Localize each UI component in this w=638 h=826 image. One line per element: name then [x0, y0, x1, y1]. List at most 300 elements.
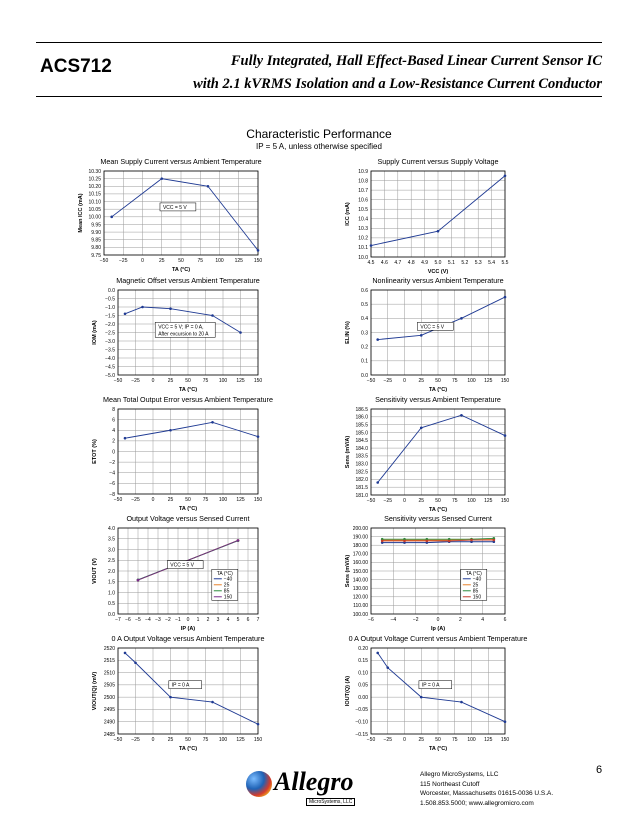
y-tick-label: 0.2 — [361, 344, 368, 351]
y-tick-label: 200.00 — [352, 525, 368, 532]
chart-title: Magnetic Offset versus Ambient Temperature — [116, 276, 260, 285]
legend-label: −40 — [472, 576, 482, 583]
x-tick-label: −7 — [115, 617, 121, 623]
y-tick-label: 0.5 — [108, 601, 115, 608]
x-tick-label: 100 — [218, 497, 228, 503]
allegro-logo — [238, 767, 378, 807]
chart-etot-vs-ta — [92, 395, 273, 512]
footer-address1: 115 Northeast Cutoff — [420, 780, 480, 788]
legend-label: 85 — [223, 588, 230, 595]
y-tick-label: 120.00 — [352, 594, 368, 601]
annotation-text: IP = 0 A — [421, 682, 440, 689]
chart-title: Mean Supply Current versus Ambient Temperature — [100, 157, 262, 166]
x-tick-label: 3 — [216, 617, 220, 623]
data-point — [211, 701, 214, 704]
x-tick-label: 50 — [185, 497, 191, 503]
y-tick-label: −5.0 — [105, 372, 115, 379]
y-tick-label: 140.00 — [352, 577, 368, 584]
legend-label: −40 — [223, 576, 233, 583]
x-tick-label: 150 — [500, 378, 510, 384]
chart-title: 0 A Output Voltage Current versus Ambient Temperature — [348, 634, 528, 643]
y-tick-label: 185.5 — [355, 422, 368, 429]
x-tick-label: 5.0 — [434, 260, 442, 266]
data-point — [110, 216, 113, 219]
x-tick-label: 100 — [467, 737, 476, 743]
x-tick-label: −6 — [368, 617, 374, 623]
y-tick-label: 0 — [112, 449, 115, 456]
legend-label: 150 — [223, 594, 233, 601]
x-tick-label: 50 — [435, 498, 441, 504]
x-tick-label: −50 — [99, 258, 109, 264]
y-tick-label: 4.0 — [108, 525, 115, 532]
y-axis-label: ETOT (%) — [92, 439, 98, 464]
chart-title: Output Voltage versus Sensed Current — [126, 514, 250, 523]
chart-offset-vs-ta — [92, 276, 262, 393]
x-tick-label: 4 — [481, 617, 485, 623]
data-point — [504, 296, 507, 299]
section-subtitle: IP = 5 A, unless otherwise specified — [256, 142, 382, 151]
x-tick-label: 50 — [435, 378, 441, 384]
data-point — [124, 652, 127, 655]
y-tick-label: 10.00 — [88, 214, 101, 221]
y-tick-label: 0.1 — [361, 358, 368, 365]
data-point — [134, 661, 137, 664]
annotation-text: VCC = 5 V — [162, 204, 187, 211]
y-tick-label: 9.80 — [91, 245, 101, 252]
legend-label: 25 — [472, 582, 479, 589]
x-tick-label: −25 — [131, 737, 140, 743]
y-tick-label: 10.0 — [358, 254, 368, 261]
y-tick-label: 2505 — [103, 682, 115, 689]
data-point — [257, 723, 260, 726]
x-tick-label: 125 — [234, 258, 243, 264]
y-tick-label: 0.5 — [361, 301, 368, 308]
x-tick-label: −50 — [366, 737, 376, 743]
x-tick-label: 125 — [236, 378, 245, 384]
document-title-line2: with 2.1 kVRMS Isolation and a Low-Resistance Current Conductor — [193, 76, 602, 92]
y-axis-label: Mean ICC (mA) — [78, 193, 84, 233]
y-tick-label: 182.5 — [355, 469, 368, 476]
y-tick-label: 3.0 — [108, 547, 115, 554]
y-axis-label: VIOUT (V) — [92, 558, 98, 584]
logo-wordmark: Allegro — [274, 767, 354, 796]
y-tick-label: 10.1 — [358, 245, 368, 252]
chart-title: Supply Current versus Supply Voltage — [377, 157, 499, 166]
y-tick-label: −4 — [109, 470, 115, 477]
x-tick-label: 150 — [500, 498, 510, 504]
chart-elin-vs-ta — [345, 276, 509, 393]
data-point — [207, 185, 210, 188]
y-axis-label: Sens (mV/A) — [345, 554, 351, 588]
series-line — [382, 542, 494, 543]
y-tick-label: 183.0 — [355, 461, 368, 468]
x-tick-label: 0 — [403, 498, 406, 504]
y-tick-label: 2520 — [103, 645, 115, 652]
x-tick-label: 25 — [167, 378, 174, 384]
y-axis-label: ELIN (%) — [345, 321, 351, 344]
x-tick-label: 0 — [403, 737, 406, 743]
x-axis-label: TA (°C) — [171, 267, 191, 273]
y-axis-label: IOUT(Q) (A) — [345, 675, 351, 707]
data-point — [504, 174, 507, 177]
chart-title: 0 A Output Voltage versus Ambient Temperature — [111, 634, 265, 643]
y-tick-label: 170.00 — [352, 551, 368, 558]
y-tick-label: 6 — [112, 417, 115, 424]
chart-icc-vs-ta — [78, 157, 262, 273]
y-tick-label: 181.0 — [355, 492, 368, 499]
legend-label: 85 — [472, 588, 479, 595]
document-title-line1: Fully Integrated, Hall Effect-Based Linear Current Sensor IC — [230, 53, 602, 69]
chart-title: Mean Total Output Error versus Ambient Temperature — [103, 395, 273, 404]
data-point — [437, 230, 440, 233]
data-point — [460, 317, 463, 320]
y-tick-label: 1.5 — [108, 579, 115, 586]
footer-company: Allegro MicroSystems, LLC — [420, 771, 499, 778]
data-point — [460, 701, 463, 704]
data-point — [460, 414, 463, 417]
y-tick-label: 2.5 — [108, 558, 115, 565]
x-tick-label: 1 — [196, 617, 200, 623]
y-tick-label: −4.5 — [105, 364, 115, 371]
y-tick-label: 10.20 — [88, 184, 101, 191]
x-tick-label: 0 — [436, 617, 440, 623]
x-tick-label: 125 — [236, 737, 245, 743]
x-tick-label: 75 — [202, 737, 209, 743]
data-point — [420, 696, 423, 699]
legend-title: TA (°C) — [465, 570, 482, 577]
y-tick-label: 110.00 — [353, 603, 368, 610]
x-axis-label: TA (°C) — [428, 507, 448, 513]
data-point — [257, 435, 260, 438]
y-tick-label: −4.0 — [105, 355, 115, 362]
y-tick-label: 0.0 — [108, 287, 115, 294]
x-tick-label: −4 — [145, 617, 151, 623]
y-tick-label: 0.0 — [108, 611, 115, 618]
y-axis-label: VIOUT(Q) (mV) — [92, 671, 98, 711]
y-tick-label: 190.00 — [352, 534, 368, 541]
x-tick-label: 100 — [218, 378, 228, 384]
x-tick-label: −6 — [125, 617, 131, 623]
x-tick-label: −25 — [383, 498, 392, 504]
x-tick-label: 0 — [151, 737, 155, 743]
y-tick-label: 0.4 — [361, 316, 368, 323]
x-tick-label: 100 — [467, 378, 476, 384]
x-tick-label: 125 — [236, 497, 245, 503]
chart-vout0-vs-ta — [92, 634, 264, 752]
y-axis-label: Sens (mV/A) — [345, 435, 351, 469]
y-tick-label: 0.6 — [361, 287, 368, 294]
x-tick-label: −3 — [155, 617, 161, 623]
series-line — [378, 415, 505, 482]
x-tick-label: 75 — [202, 378, 209, 384]
x-tick-label: 5.5 — [501, 260, 509, 266]
y-tick-label: 180.00 — [352, 543, 368, 549]
x-tick-label: 5.1 — [447, 260, 455, 266]
section-title: Characteristic Performance — [246, 127, 392, 141]
y-tick-label: −0.10 — [355, 719, 368, 726]
chart-title: Sensitivity versus Sensed Current — [384, 514, 492, 523]
y-tick-label: 10.3 — [358, 226, 368, 233]
x-axis-label: IP (A) — [180, 626, 196, 632]
y-tick-label: 182.0 — [355, 477, 368, 484]
x-tick-label: 6 — [246, 617, 250, 623]
y-tick-label: 9.75 — [91, 252, 101, 259]
x-tick-label: 150 — [500, 737, 510, 743]
x-axis-label: Ip (A) — [430, 626, 446, 632]
chart-sens-vs-ta — [345, 395, 509, 513]
data-point — [211, 421, 214, 424]
data-point — [370, 244, 373, 247]
x-tick-label: 25 — [418, 498, 425, 504]
x-tick-label: −25 — [119, 258, 128, 264]
y-tick-label: 2490 — [103, 719, 115, 726]
y-tick-label: −2 — [109, 459, 115, 466]
x-tick-label: 150 — [253, 497, 263, 503]
y-tick-label: −2.5 — [105, 330, 115, 337]
data-point — [403, 540, 406, 543]
footer-contact: 1.508.853.5000; www.allegromicro.com — [420, 799, 534, 807]
x-tick-label: −50 — [113, 378, 123, 384]
x-tick-label: 50 — [185, 737, 191, 743]
y-tick-label: 0.00 — [358, 694, 368, 701]
x-tick-label: 5 — [236, 617, 240, 623]
y-tick-label: 10.8 — [358, 178, 368, 185]
x-tick-label: 7 — [256, 617, 260, 623]
y-tick-label: 0.0 — [361, 372, 368, 379]
part-number: ACS712 — [40, 56, 112, 77]
y-tick-label: 10.05 — [88, 206, 101, 213]
data-point — [124, 313, 127, 316]
chart-sens-vs-ip — [345, 514, 507, 632]
x-axis-label: TA (°C) — [428, 387, 448, 393]
x-axis-label: TA (°C) — [178, 506, 198, 512]
chart-title: Sensitivity versus Ambient Temperature — [375, 395, 501, 404]
y-tick-label: 2510 — [103, 670, 115, 677]
annotation-text: After excursion to 20 A — [158, 331, 209, 338]
y-tick-label: 0.3 — [361, 330, 368, 337]
data-point — [493, 539, 496, 542]
chart-title: Nonlinearity versus Ambient Temperature — [372, 276, 504, 285]
data-point — [169, 696, 172, 699]
data-point — [470, 539, 473, 542]
x-tick-label: 150 — [253, 378, 263, 384]
x-axis-label: VCC (V) — [427, 269, 449, 275]
x-tick-label: 125 — [484, 378, 493, 384]
x-tick-label: −2 — [412, 617, 419, 623]
x-tick-label: 125 — [484, 737, 493, 743]
y-tick-label: 0.20 — [358, 645, 368, 652]
x-axis-label: TA (°C) — [428, 746, 448, 752]
annotation-text: IP = 0 A — [171, 682, 190, 689]
x-tick-label: 4.8 — [407, 260, 415, 266]
y-tick-label: −2.0 — [105, 321, 115, 328]
y-tick-label: 160.00 — [352, 560, 368, 567]
x-tick-label: 0 — [186, 617, 190, 623]
y-tick-label: 10.4 — [358, 216, 368, 223]
data-point — [376, 338, 379, 341]
data-point — [381, 540, 384, 543]
x-tick-label: 4.5 — [367, 260, 375, 266]
y-tick-label: 1.0 — [108, 590, 115, 597]
chart-iout0-vs-ta — [345, 634, 527, 752]
x-tick-label: 75 — [197, 258, 204, 264]
data-point — [504, 720, 507, 723]
x-axis-label: TA (°C) — [178, 387, 198, 393]
x-tick-label: −5 — [135, 617, 141, 623]
x-tick-label: −25 — [131, 378, 140, 384]
page-number: 6 — [596, 764, 603, 776]
data-point — [386, 666, 389, 669]
y-tick-label: −3.0 — [105, 338, 115, 345]
y-tick-label: −6 — [109, 481, 115, 488]
x-tick-label: 100 — [218, 737, 228, 743]
x-tick-label: 5.4 — [488, 260, 496, 266]
y-tick-label: 10.9 — [358, 168, 368, 175]
y-tick-label: 10.5 — [358, 207, 368, 214]
x-tick-label: 4.9 — [421, 260, 429, 266]
data-point — [160, 177, 163, 180]
y-tick-label: 2495 — [103, 707, 115, 714]
data-point — [169, 307, 172, 310]
y-tick-label: 10.15 — [88, 191, 101, 198]
data-point — [420, 334, 423, 337]
x-tick-label: 25 — [418, 737, 425, 743]
data-point — [376, 481, 379, 484]
x-tick-label: −50 — [113, 737, 123, 743]
annotation-text: VCC = 5 V — [170, 562, 195, 569]
x-tick-label: 50 — [435, 737, 441, 743]
data-point — [420, 426, 423, 429]
y-tick-label: −0.15 — [355, 731, 368, 738]
y-tick-label: 2 — [112, 438, 115, 445]
y-tick-label: 183.5 — [355, 453, 368, 460]
x-tick-label: 25 — [158, 258, 165, 264]
y-tick-label: 2.0 — [108, 568, 115, 575]
y-tick-label: 10.25 — [88, 176, 101, 183]
y-tick-label: 181.5 — [355, 484, 368, 491]
data-point — [239, 331, 242, 334]
y-tick-label: −1.0 — [105, 304, 115, 311]
x-tick-label: 75 — [451, 737, 458, 743]
y-tick-label: 2500 — [103, 694, 115, 701]
y-axis-label: ICC (mA) — [345, 202, 351, 226]
x-tick-label: 4 — [226, 617, 230, 623]
x-tick-label: −50 — [366, 498, 376, 504]
x-tick-label: −25 — [383, 378, 392, 384]
logo-mark-icon — [246, 771, 272, 797]
data-point — [237, 539, 240, 542]
x-tick-label: −50 — [366, 378, 376, 384]
x-tick-label: −4 — [390, 617, 397, 623]
x-tick-label: 2 — [206, 617, 210, 623]
y-tick-label: 3.5 — [108, 536, 115, 543]
y-tick-label: 4 — [112, 428, 115, 435]
legend-title: TA (°C) — [216, 570, 233, 577]
y-tick-label: 0.15 — [358, 658, 368, 665]
x-tick-label: −2 — [165, 617, 171, 623]
legend-label: 150 — [472, 594, 482, 601]
y-tick-label: 150.00 — [352, 568, 368, 575]
y-tick-label: 10.30 — [88, 168, 101, 175]
y-tick-label: 184.0 — [355, 445, 368, 452]
data-point — [169, 429, 172, 432]
x-tick-label: 0 — [141, 258, 144, 264]
x-tick-label: 0 — [151, 497, 155, 503]
annotation-text: VCC = 5 V; IP = 0 A, — [158, 324, 204, 331]
data-point — [137, 579, 140, 582]
x-tick-label: 6 — [503, 617, 507, 623]
x-tick-label: 75 — [451, 498, 458, 504]
y-tick-label: −0.05 — [355, 707, 368, 714]
x-tick-label: 25 — [167, 497, 174, 503]
data-point — [426, 540, 429, 543]
x-tick-label: −25 — [131, 497, 140, 503]
x-tick-label: 100 — [215, 258, 224, 264]
y-tick-label: 9.95 — [91, 222, 101, 229]
x-tick-label: 2 — [458, 617, 462, 623]
y-tick-label: 0.10 — [358, 670, 368, 677]
footer-address2: Worcester, Massachusetts 01615-0036 U.S.A. — [420, 790, 554, 797]
data-point — [257, 249, 260, 252]
y-tick-label: 185.0 — [355, 430, 368, 437]
y-tick-label: 10.6 — [358, 197, 368, 204]
y-tick-label: 100.00 — [352, 611, 368, 618]
y-tick-label: 10.10 — [88, 199, 101, 206]
x-tick-label: −25 — [383, 737, 392, 743]
annotation-text: VCC = 5 V — [420, 324, 445, 331]
legend-label: 25 — [223, 582, 230, 589]
x-tick-label: 50 — [178, 258, 184, 264]
y-tick-label: 2485 — [103, 731, 115, 738]
y-tick-label: 2515 — [103, 658, 115, 665]
x-tick-label: −1 — [175, 617, 181, 623]
x-tick-label: 150 — [253, 737, 263, 743]
x-tick-label: 4.6 — [380, 260, 388, 266]
y-tick-label: −8 — [109, 491, 115, 498]
x-tick-label: 5.3 — [474, 260, 482, 266]
x-tick-label: 25 — [167, 737, 174, 743]
x-tick-label: 5.2 — [461, 260, 469, 266]
y-tick-label: −1.5 — [105, 313, 115, 320]
y-tick-label: −3.5 — [105, 347, 115, 354]
x-tick-label: 125 — [484, 498, 493, 504]
data-point — [141, 306, 144, 309]
x-tick-label: 100 — [467, 498, 476, 504]
data-point — [211, 314, 214, 317]
y-tick-label: 10.7 — [358, 187, 368, 194]
x-tick-label: 75 — [202, 497, 209, 503]
y-tick-label: 0.05 — [358, 682, 368, 689]
y-tick-label: 10.2 — [358, 235, 368, 242]
y-tick-label: 184.5 — [355, 438, 368, 445]
x-tick-label: 0 — [151, 378, 155, 384]
y-axis-label: IOM (mA) — [92, 320, 98, 345]
y-tick-label: 9.85 — [91, 237, 101, 244]
data-point — [504, 434, 507, 437]
logo-subtext: MicroSystems, LLC — [306, 798, 355, 806]
y-tick-label: 186.5 — [355, 406, 368, 413]
y-tick-label: 130.00 — [352, 586, 368, 592]
data-point — [124, 437, 127, 440]
chart-vout-vs-ip — [92, 514, 260, 632]
x-tick-label: 0 — [403, 378, 406, 384]
x-tick-label: 50 — [185, 378, 191, 384]
x-tick-label: −50 — [113, 497, 123, 503]
y-tick-label: 186.0 — [355, 414, 368, 421]
y-tick-label: −0.5 — [105, 296, 115, 303]
y-tick-label: 9.90 — [91, 229, 101, 236]
data-point — [376, 652, 379, 655]
